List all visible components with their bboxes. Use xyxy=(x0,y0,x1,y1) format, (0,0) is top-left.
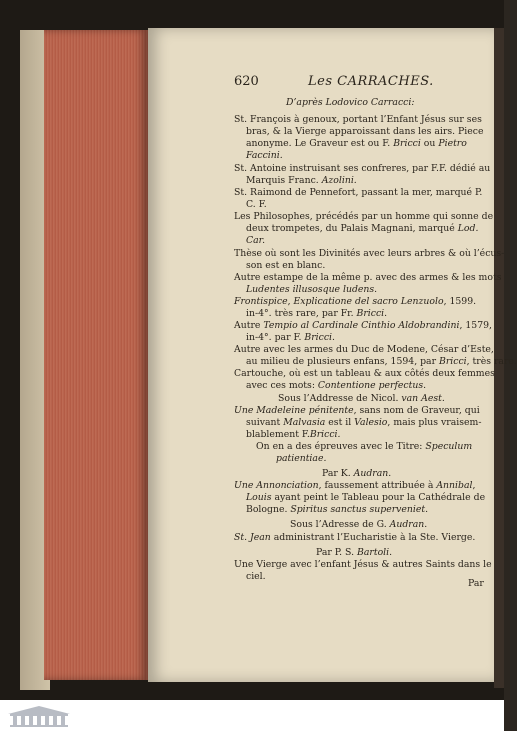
text-line xyxy=(246,492,485,504)
text-line xyxy=(256,441,472,453)
page-edges xyxy=(44,30,148,680)
text-segment: au milieu de plusieurs enfans, 1594, par xyxy=(246,356,439,367)
catchword: Par xyxy=(468,578,484,589)
text-segment: Audran. xyxy=(389,519,428,530)
text-segment: Bartoli. xyxy=(357,547,393,558)
text-segment: Tempio al Cardinale Cinthio Aldobrandini xyxy=(263,320,460,331)
text-segment: St. François à genoux, portant l’Enfant Jésus sur ses xyxy=(234,114,482,125)
text-segment: Bricci xyxy=(439,356,467,367)
text-segment: Explicatione del sacro Lenzuolo xyxy=(293,296,444,307)
text-line xyxy=(234,187,482,199)
text-segment: Par K. xyxy=(322,468,354,479)
text-segment: blablement F. xyxy=(246,429,310,440)
text-line xyxy=(234,114,482,126)
text-segment: Autre xyxy=(234,320,264,331)
text-segment: Bricci xyxy=(393,138,421,149)
text-segment: Lod. xyxy=(457,223,479,234)
page-number: 620 xyxy=(234,74,259,89)
text-segment: Malvasia xyxy=(283,417,326,428)
text-segment: Bricci. xyxy=(304,332,335,343)
text-line xyxy=(246,126,483,138)
text-segment: van Aest. xyxy=(401,393,445,404)
text-segment: Valesio xyxy=(354,417,388,428)
text-line xyxy=(290,519,427,531)
library-logo-icon xyxy=(4,704,74,728)
text-segment: Par P. S. xyxy=(316,547,358,558)
text-line xyxy=(322,468,391,480)
text-segment: Audran. xyxy=(353,468,392,479)
text-segment: , 1599. xyxy=(443,296,477,307)
text-segment: St. Raimond de Pennefort, passant la mer, marqué P. xyxy=(234,187,483,198)
text-segment: Sous l’Adresse de G. xyxy=(290,519,390,530)
text-line xyxy=(246,199,267,211)
text-segment: C. F. xyxy=(246,199,267,210)
text-segment: Marquis Franc. xyxy=(246,175,322,186)
text-segment: Spiritus sanctus superveniet. xyxy=(290,504,429,515)
text-line xyxy=(234,320,492,332)
text-segment: Frontispice xyxy=(234,296,288,307)
text-segment: anonyme. Le Graveur est ou F. xyxy=(246,138,394,149)
text-line xyxy=(246,417,481,429)
text-line xyxy=(246,429,340,441)
text-line xyxy=(246,571,266,583)
text-segment: Une Madeleine pénitente xyxy=(234,405,354,416)
text-segment: Bricci. xyxy=(309,429,341,440)
text-segment: Cartouche, où est un tableau & aux côtés deux femmes xyxy=(234,368,495,379)
text-line xyxy=(246,332,335,344)
text-segment: , très rare. xyxy=(466,356,517,367)
text-line xyxy=(234,344,494,356)
text-line xyxy=(246,235,265,247)
text-segment: , faussement attribuée à xyxy=(318,480,437,491)
footer-bar xyxy=(0,700,504,731)
text-line xyxy=(276,453,326,465)
text-segment: suivant xyxy=(246,417,284,428)
text-segment: Thèse où sont les Divinités avec leurs arbres & où l’écus- xyxy=(234,248,505,259)
text-segment: ciel. xyxy=(246,571,266,582)
text-line xyxy=(234,559,492,571)
text-line xyxy=(246,175,357,187)
text-segment: On en a des épreuves avec le Titre: xyxy=(256,441,426,452)
text-line xyxy=(234,480,475,492)
running-title: Les CARRACHES. xyxy=(308,74,434,89)
text-line xyxy=(234,272,501,284)
text-line xyxy=(234,248,504,260)
text-line xyxy=(278,393,445,405)
text-segment: ayant peint le Tableau pour la Cathédrale de xyxy=(271,492,486,503)
text-segment: , 1579, xyxy=(459,320,492,331)
text-segment: bras, & la Vierge apparoissant dans les airs. Piece xyxy=(246,126,484,137)
text-segment: patientiae. xyxy=(276,453,327,464)
text-line xyxy=(246,223,478,235)
text-segment: in-4°. par F. xyxy=(246,332,305,343)
text-segment: , xyxy=(287,296,294,307)
text-segment: Une Vierge avec l’enfant Jésus & autres Saints dans le xyxy=(234,559,492,570)
text-segment: son est en blanc. xyxy=(246,260,326,271)
text-line xyxy=(246,308,387,320)
text-segment: deux trompetes, du Palais Magnani, marqué xyxy=(246,223,458,234)
text-segment: Azolini. xyxy=(321,175,357,186)
text-segment: Louis xyxy=(246,492,272,503)
text-segment: D’après Lodovico Carracci: xyxy=(286,97,415,108)
text-line xyxy=(234,368,495,380)
text-segment: Speculum xyxy=(425,441,473,452)
text-segment: Pietro xyxy=(438,138,467,149)
text-segment: Autre avec les armes du Duc de Modene, César d’Este, xyxy=(234,344,494,355)
text-segment: Annibal xyxy=(436,480,473,491)
text-segment: , xyxy=(472,480,476,491)
text-segment: Une Annonciation xyxy=(234,480,319,491)
text-segment: Bologne. xyxy=(246,504,291,515)
text-segment: , mais plus vraisem- xyxy=(387,417,482,428)
text-line xyxy=(246,284,377,296)
text-line xyxy=(234,211,493,223)
text-segment: Faccini. xyxy=(246,150,283,161)
text-line xyxy=(246,380,426,392)
text-segment: Contentione perfectus. xyxy=(317,380,427,391)
text-segment: administrant l’Eucharistie à la Ste. Vierge. xyxy=(270,532,476,543)
text-line xyxy=(246,150,283,162)
text-segment: in-4°. très rare, par Fr. xyxy=(246,308,357,319)
text-segment: Sous l’Addresse de Nicol. xyxy=(278,393,402,404)
text-segment: est il xyxy=(325,417,355,428)
text-segment: Bricci. xyxy=(356,308,388,319)
text-line xyxy=(316,547,392,559)
text-segment: Car. xyxy=(246,235,266,246)
text-segment: St. Jean xyxy=(234,532,271,543)
text-segment: ou xyxy=(420,138,439,149)
text-segment: Ludentes illusosque ludens. xyxy=(246,284,378,295)
text-line xyxy=(234,405,480,417)
text-line xyxy=(234,532,475,544)
text-line xyxy=(234,296,476,308)
text-segment: St. Antoine instruisant ses confreres, par F.F. dédié au xyxy=(234,163,491,174)
text-line xyxy=(246,504,428,516)
text-line xyxy=(286,97,415,109)
text-line xyxy=(246,138,467,150)
text-line xyxy=(246,356,517,368)
text-segment: , sans nom de Graveur, qui xyxy=(353,405,480,416)
text-line xyxy=(246,260,325,272)
text-segment: Les Philosophes, précédés par un homme qui sonne de xyxy=(234,211,494,222)
text-line xyxy=(234,163,490,175)
text-segment: avec ces mots: xyxy=(246,380,318,391)
text-segment: Autre estampe de la même p. avec des armes & les mots xyxy=(234,272,502,283)
